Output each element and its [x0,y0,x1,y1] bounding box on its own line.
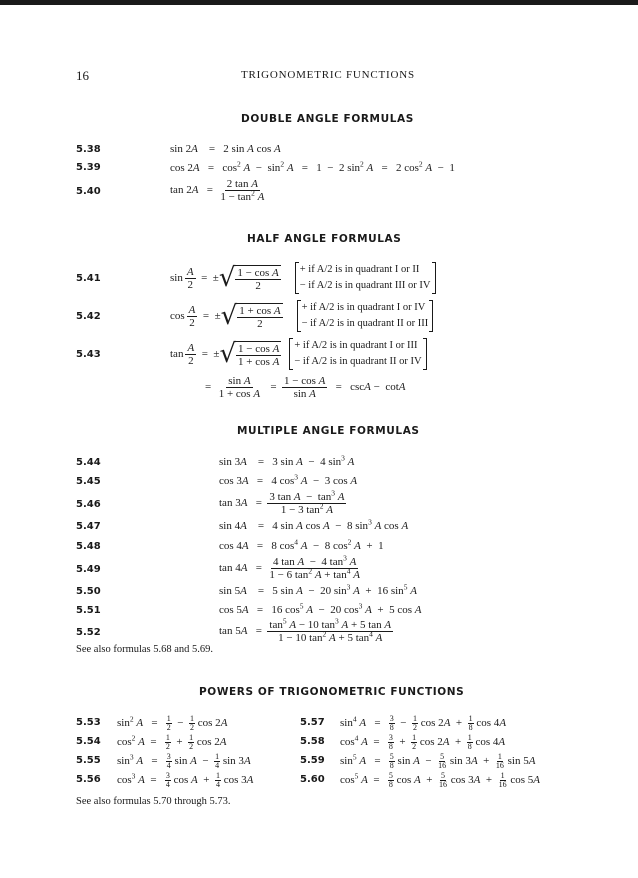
formula-5-43: tan $\frac{A}{2}$ = ± √ $\frac{\text{1 − cos A}}{\text{1 + cos A}}$ + if A/2 is in quadrant I or III − if A/2 is in quadrant II or IV [170,338,427,370]
condition-minus: − if A/2 is in quadrant III or IV [299,280,431,291]
formula-number: 5.59 [300,755,325,766]
formula-number: 5.48 [76,541,101,552]
formula-number: 5.42 [76,311,101,322]
formula-number: 5.60 [300,774,325,785]
formula-5-45: cos 3A = 4 $\cos^3 A - 3$ cos A [219,472,358,487]
formula-number: 5.54 [76,736,101,747]
page-number: 16 [76,68,89,83]
formula-5-59: $\sin^5 A$ = $\frac{5}{8}$ sin A − $\frac{5}{16}$ sin 3A + $\frac{1}{16}$ sin 5A [340,752,536,770]
formula-number: 5.58 [300,736,325,747]
formula-5-50: sin 5A = 5 sin A − 20 $\sin^3 A + 16$ $\sin^5 A$ [219,582,417,597]
formula-number: 5.46 [76,499,101,510]
formula-5-44: sin 3A = 3 sin A − 4 $\sin^3 A$ [219,453,355,468]
formula-number: 5.52 [76,627,101,638]
condition-plus: + if A/2 is in quadrant I or IV [301,302,426,313]
formula-5-53: $\sin^2 A$ = $\frac{1}{2}$ − $\frac{1}{2}$ cos 2A [117,714,228,732]
formula-number: 5.38 [76,144,101,155]
formula-5-47: sin 4A = 4 sin A cos A − 8 $\sin^3 A$ cos A [219,517,409,532]
formula-5-40: tan 2A = $\frac{\text{2 tan A}}{1 - \tan^2 A}$ [170,178,265,203]
formula-number: 5.40 [76,186,101,197]
formula-number: 5.49 [76,564,101,575]
running-head: TRIGONOMETRIC FUNCTIONS [241,69,415,81]
condition-minus: − if A/2 is in quadrant II or IV [294,356,422,367]
formula-number: 5.45 [76,476,101,487]
formula-number: 5.43 [76,349,101,360]
formula-5-43-continued: = $\frac{\text{sin A}}{\text{1 + cos A}}$ = $\frac{\text{1 − cos A}}{\text{sin A}}$ = csc A − cot A [205,375,406,400]
formula-number: 5.41 [76,273,101,284]
formula-5-57: $\sin^4 A$ = $\frac{3}{8}$ − $\frac{1}{2}$ cos 2A + $\frac{1}{8}$ cos 4A [340,714,507,732]
formula-5-55: $\sin^3 A$ = $\frac{3}{4}$ sin A − $\frac{1}{4}$ sin 3A [117,752,251,770]
formula-5-46: tan 3A = $\frac{3 \tan A - \tan^3 A}{1 - 3 \tan^2 A}$ [219,488,345,516]
formula-5-39: $\cos 2A = \cos^2 A - \sin^2 A = 1 - 2$ $\sin^2 A = 2$ $\cos^2 A - 1$ [170,159,455,174]
formula-5-42: cos $\frac{A}{2}$ = ± √ $\frac{\text{1 + cos A}}{2}$ + if A/2 is in quadrant I or IV − if A/2 is in quadrant II or III [170,300,433,332]
section-title-half-angle: HALF ANGLE FORMULAS [247,233,402,245]
formula-number: 5.51 [76,605,101,616]
formula-number: 5.44 [76,457,101,468]
formula-5-54: $\cos^2 A$ = $\frac{1}{2}$ + $\frac{1}{2}$ cos 2A [117,733,227,751]
formula-number: 5.39 [76,162,101,173]
formula-number: 5.55 [76,755,101,766]
formula-5-48: cos 4A = 8 $\cos^4 A - 8$ $\cos^2 A + 1$ [219,537,384,552]
formula-number: 5.53 [76,717,101,728]
top-rule [0,0,638,5]
condition-plus: + if A/2 is in quadrant I or II [299,264,420,275]
formula-5-56: $\cos^3 A$ = $\frac{3}{4}$ cos A + $\frac{1}{4}$ cos 3A [117,771,254,789]
formula-number: 5.57 [300,717,325,728]
formula-5-41: sin $\frac{A}{2}$ = ± √ $\frac{\text{1 − cos A}}{2}$ + if A/2 is in quadrant I or II − if A/2 is in quadrant III or IV [170,262,436,294]
formula-5-52: tan 5A = $\frac{\tan^5 A - 10 \tan^3 A + 5 \tan A}{1 - 10 \tan^2 A + 5 \tan^4 A}$ [219,616,392,644]
formula-5-49: tan 4A = $\frac{4 \tan A - 4 \tan^3 A}{1 - 6 \tan^2 A + \tan^4 A}$ [219,553,360,581]
formula-5-60: $\cos^5 A$ = $\frac{5}{8}$ cos A + $\frac{5}{16}$ cos 3A + $\frac{1}{16}$ cos 5A [340,771,541,789]
formula-5-38: sin 2A = 2 sin A cos A [170,143,281,155]
condition-plus: + if A/2 is in quadrant I or III [294,340,418,351]
see-also-note: See also formulas 5.70 through 5.73. [76,796,231,807]
formula-5-58: $\cos^4 A$ = $\frac{3}{8}$ + $\frac{1}{2}$ cos 2A + $\frac{1}{8}$ cos 4A [340,733,506,751]
section-title-powers: POWERS OF TRIGONOMETRIC FUNCTIONS [199,686,465,698]
section-title-multiple-angle: MULTIPLE ANGLE FORMULAS [237,425,420,437]
formula-number: 5.50 [76,586,101,597]
formula-number: 5.47 [76,521,101,532]
section-title-double-angle: DOUBLE ANGLE FORMULAS [241,113,414,125]
formula-5-51: cos 5A = 16 $\cos^5 A - 20$ $\cos^3 A + 5$ cos A [219,601,422,616]
see-also-note: See also formulas 5.68 and 5.69. [76,644,214,655]
formula-number: 5.56 [76,774,101,785]
condition-minus: − if A/2 is in quadrant II or III [301,318,429,329]
